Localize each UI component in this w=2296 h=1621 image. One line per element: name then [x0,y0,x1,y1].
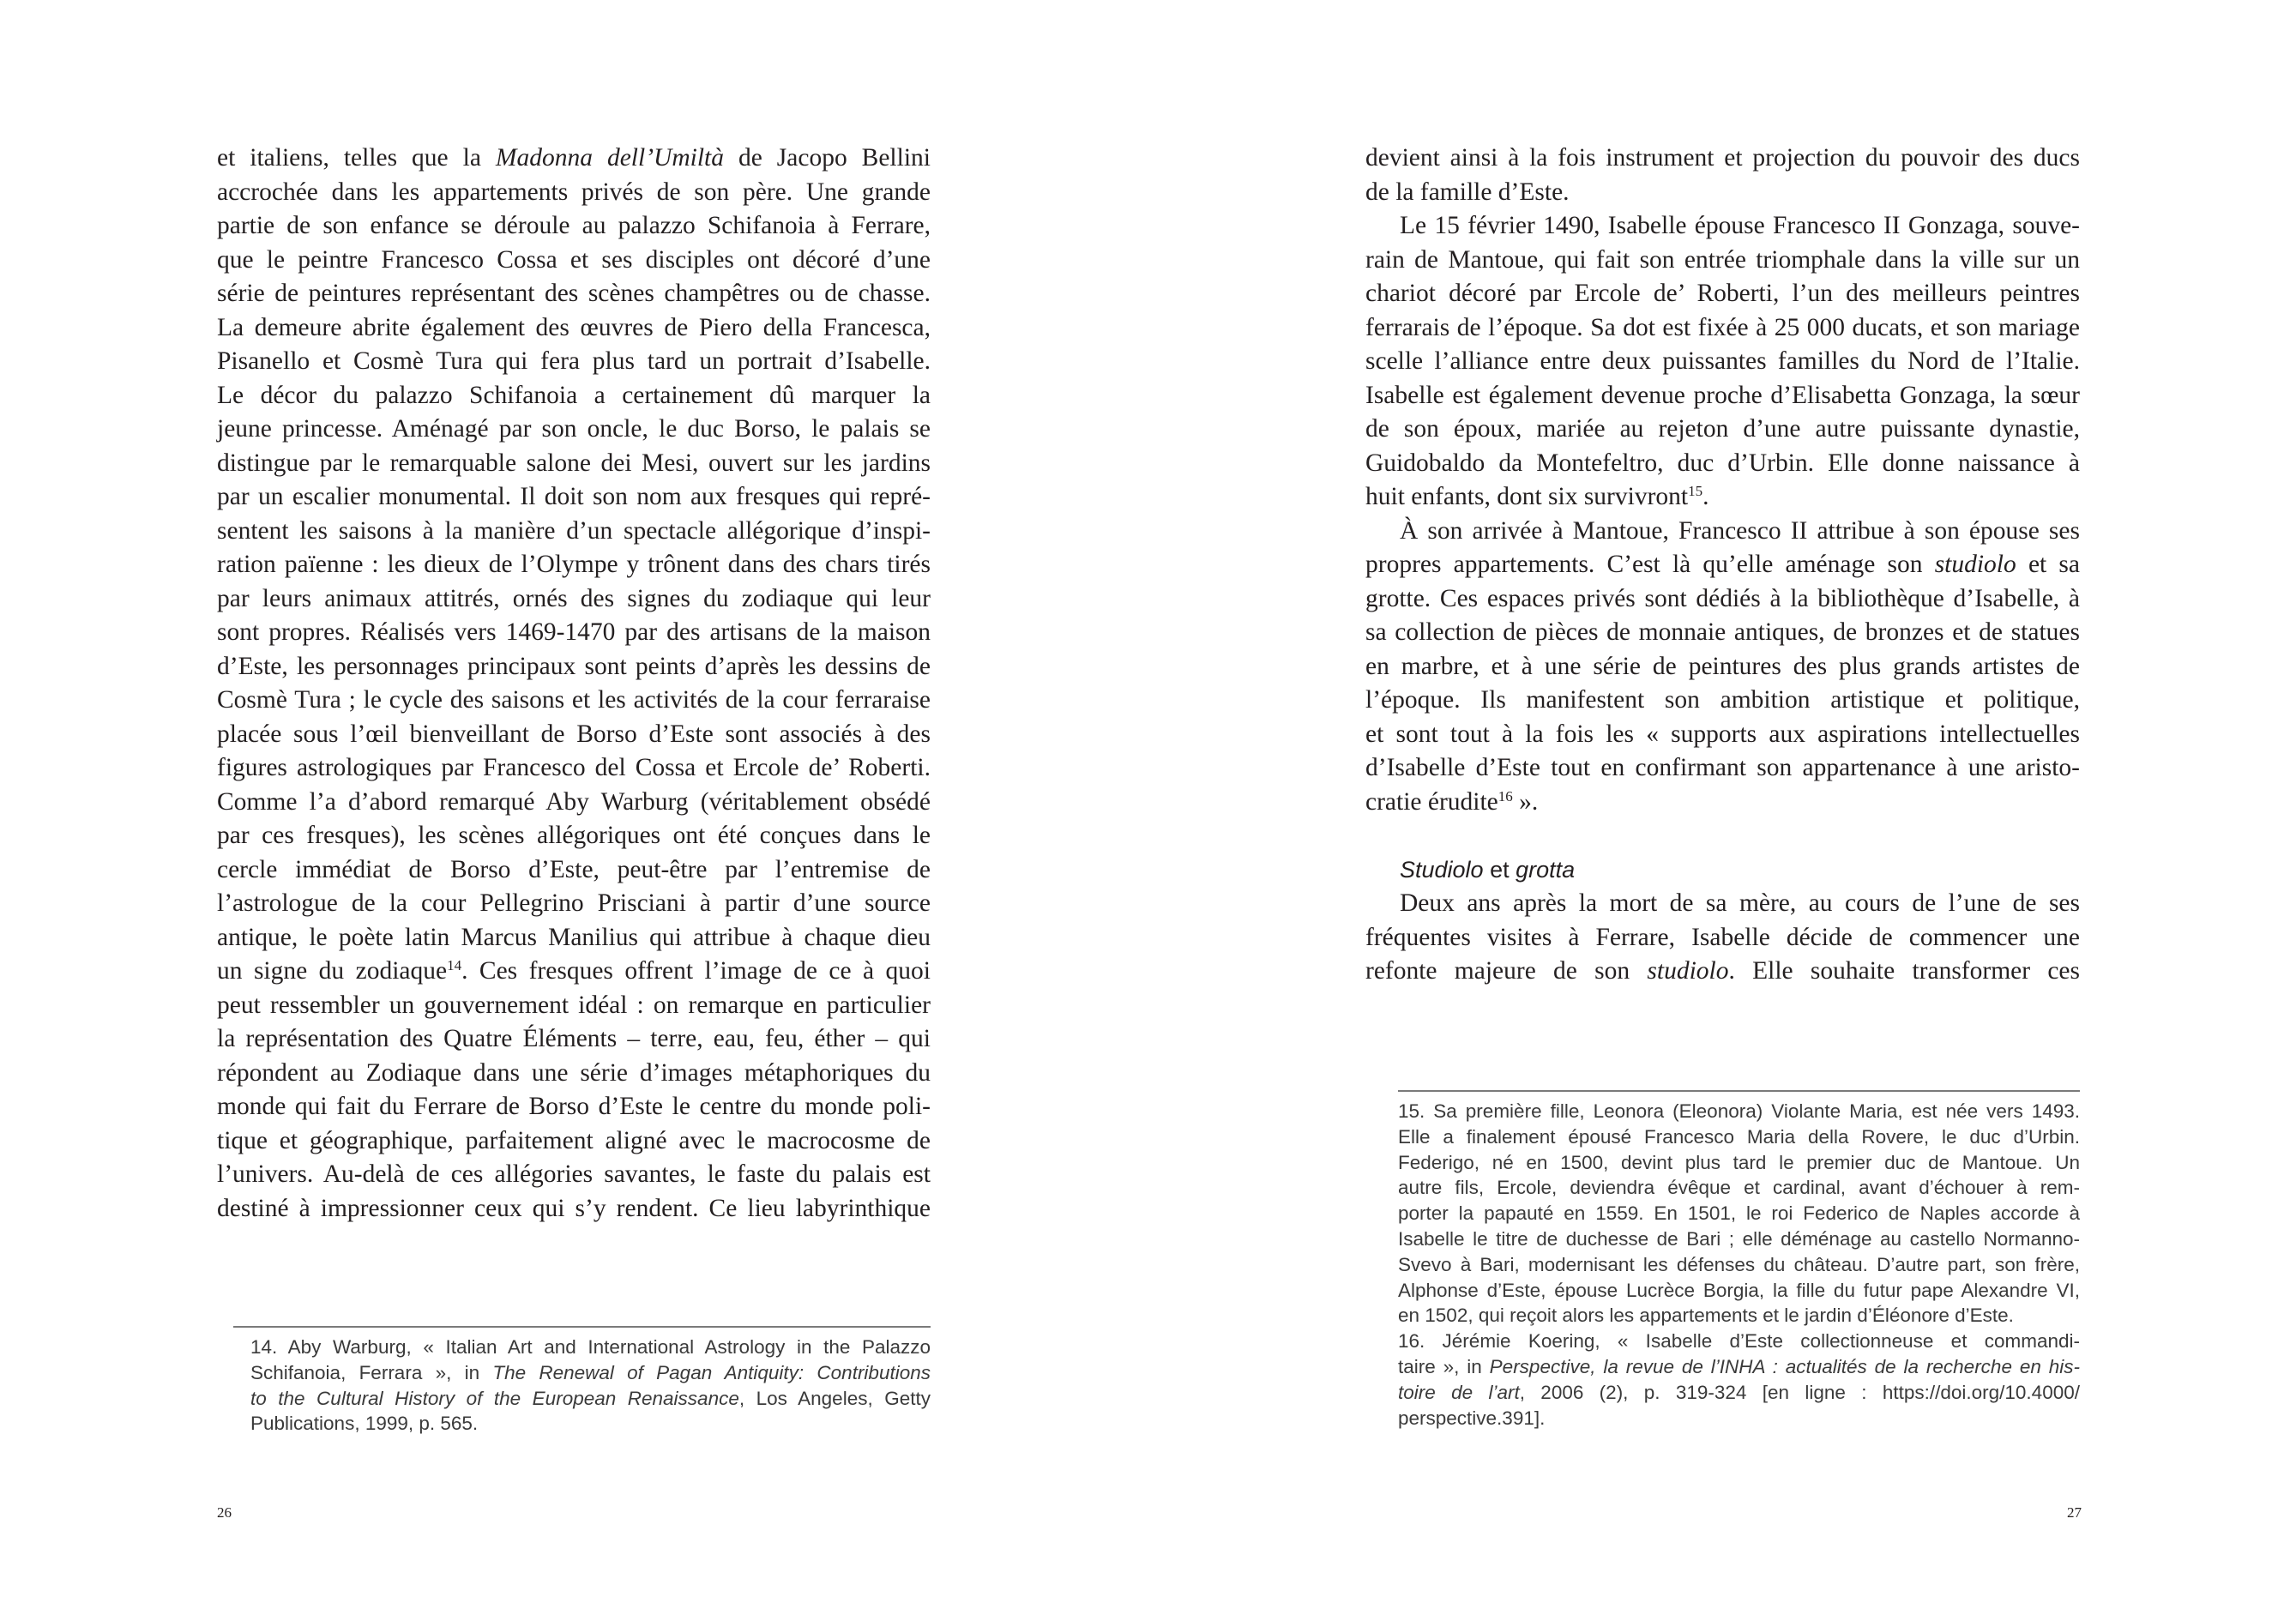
footnote-line: autre fils, Ercole, deviendra évêque et cardinal, avant d’échouer à rem- [1398,1177,2080,1199]
text-line: que le peintre Francesco Cossa et ses disciples ont décoré d’une [217,245,931,274]
text-line: Cosmè Tura ; le cycle des saisons et les activités de la cour ferraraise [217,686,931,714]
text-line: jeune princesse. Aménagé par son oncle, le duc Borso, le palais se [217,415,931,443]
text-line: par un escalier monumental. Il doit son nom aux fresques qui repré- [217,483,931,510]
italic-text: Madonna dell’Umiltà [495,144,724,172]
italic-text: grotta [1516,856,1576,883]
text-line: refonte majeure de son studiolo. Elle souhaite transformer ces [1365,957,2080,985]
footnote-reference[interactable]: 14 [447,957,462,973]
text-line: répondent au Zodiaque dans une série d’images métaphoriques du [217,1058,931,1087]
text-line: cratie érudite$^{16}$ ». [1365,787,1539,816]
footnote-reference[interactable]: 16 [1498,787,1513,804]
text-line: devient ainsi à la fois instrument et projection du pouvoir des ducs [1365,144,2080,172]
footnote-15 [1398,1099,2080,1329]
text-line: À son arrivée à Mantoue, Francesco II attribue à son épouse ses [1400,516,2080,545]
right-body-text [1365,142,2080,989]
text-line: huit enfants, dont six survivront$^{15}$. [1365,483,1709,510]
right-footnotes [1398,1090,2080,1431]
text-line: l’astrologue de la cour Pellegrino Prisciani à partir d’une source [217,889,931,917]
footnote-line: 15. Sa première fille, Leonora (Eleonora) Violante Maria, est née vers 1493. [1398,1100,2080,1122]
text-line: monde qui fait du Ferrare de Borso d’Este le centre du monde poli- [217,1093,931,1120]
text-line: ration païenne : les dieux de l’Olympe y trônent dans des chars tirés [217,551,931,578]
text-line: sentent les saisons à la manière d’un spectacle allégorique d’inspi- [217,516,931,545]
text-line: par ces fresques), les scènes allégoriques ont été conçues dans le [217,822,931,849]
text-line: antique, le poète latin Marcus Manilius qui attribue à chaque dieu [217,923,931,951]
footnote-line: Publications, 1999, p. 565. [250,1413,479,1435]
italic-text: to the Cultural History of the European Renaissance [250,1387,739,1409]
text-line: placée sous l’œil bienveillant de Borso d’Este sont associés à des [217,720,931,748]
text-line: ferrarais de l’époque. Sa dot est fixée à 25 000 ducats, et son mariage [1365,313,2080,341]
text-line: rain de Mantoue, qui fait son entrée triomphale dans la ville sur un [1365,245,2080,274]
footnote-line: taire », in Perspective, la revue de l’INHA : actualités de la recherche en his- [1398,1355,2080,1377]
footnote-line: 14. Aby Warburg, « Italian Art and International Astrology in the Palazzo [250,1336,931,1358]
text-line: l’époque. Ils manifestent son ambition artistique et politique, [1365,686,2080,714]
italic-text: The Renewal of Pagan Antiquity: Contributions [492,1361,931,1383]
footnote-line: toire de l’art, 2006 (2), p. 319-324 [en ligne : https://doi.org/10.4000/ [1398,1381,2080,1403]
text-line: et sont tout à la fois les « supports aux aspirations intellectuelles [1365,720,2080,748]
left-body-text [217,142,931,1226]
text-line: fréquentes visites à Ferrare, Isabelle décide de commencer une [1365,923,2080,951]
paragraph [1365,515,2080,820]
text-line: sa collection de pièces de monnaie antiques, de bronzes et de statues [1365,618,2080,646]
text-line: distingue par le remarquable salone dei Mesi, ouvert sur les jardins [217,449,931,477]
footnote-line: Alphonse d’Este, épouse Lucrèce Borgia, la fille du futur pape Alexandre VI, [1398,1279,2080,1301]
text-line: la représentation des Quatre Éléments – terre, eau, feu, éther – qui [217,1025,931,1052]
text-line: un signe du zodiaque$^{14}$. Ces fresques offrent l’image de ce à quoi [217,957,931,985]
text-line: grotte. Ces espaces privés sont dédiés à la bibliothèque d’Isabelle, à [1365,584,2080,612]
footnote-separator-rule [233,1326,931,1328]
text-line: chariot décoré par Ercole de’ Roberti, l’un des meilleurs peintres [1365,280,2080,307]
italic-text: Perspective, la revue de l’INHA : actualités de la recherche en his- [1489,1355,2080,1377]
footnote-line: to the Cultural History of the European Renaissance, Los Angeles, Getty [250,1387,931,1409]
footnote-14 [250,1335,931,1437]
text-line: l’univers. Au-delà de ces allégories savantes, le faste du palais est [217,1160,931,1188]
text-line: Le décor du palazzo Schifanoia a certainement dû marquer la [217,381,931,409]
text-line: en marbre, et à une série de peintures des plus grands artistes de [1365,652,2080,680]
text-line: Guidobaldo da Montefeltro, duc d’Urbin. Elle donne naissance à [1365,449,2080,477]
text-line: Pisanello et Cosmè Tura qui fera plus tard un portrait d’Isabelle. [217,347,931,375]
text-line: série de peintures représentant des scènes champêtres ou de chasse. [217,280,931,307]
footnote-line: Isabelle le titre de duchesse de Bari ; elle déménage au castello Normanno- [1398,1227,2080,1250]
text-line: destiné à impressionner ceux qui s’y rendent. Ce lieu labyrinthique [217,1194,931,1222]
text-line: propres appartements. C’est là qu’elle aménage son studiolo et sa [1365,551,2081,578]
text-line: scelle l’alliance entre deux puissantes familles du Nord de l’Italie. [1365,347,2080,375]
text-line: d’Isabelle d’Este tout en confirmant son appartenance à une aristo- [1365,754,2080,781]
text-line: La demeure abrite également des œuvres de Piero della Francesca, [217,313,931,341]
right-page [1148,0,2296,1621]
italic-text: studiolo [1647,957,1729,985]
text-line: par leurs animaux attitrés, ornés des signes du zodiaque qui leur [217,584,931,612]
text-line: tique et géographique, parfaitement aligné avec le macrocosme de [217,1126,931,1154]
text-line: et italiens, telles que la Madonna dell’Umiltà de Jacopo Bellini [217,144,931,172]
text-line: peut ressembler un gouvernement idéal : on remarque en particulier [217,991,931,1019]
footnote-line: Elle a finalement épousé Francesco Maria della Rovere, le duc d’Urbin. [1398,1125,2080,1148]
footnote-line: en 1502, qui reçoit alors les appartements et le jardin d’Éléonore d’Este. [1398,1305,2014,1327]
footnote-line: Svevo à Bari, modernisant les défenses du château. D’autre part, son frère, [1398,1253,2080,1275]
footnote-reference[interactable]: 15 [1688,483,1703,499]
text-line: Isabelle est également devenue proche d’Elisabetta Gonzaga, la sœur [1365,381,2080,409]
paragraph [1365,209,2080,515]
paragraph [1365,887,2080,989]
footnote-separator-rule [1398,1090,2080,1092]
footnote-16 [1398,1329,2080,1431]
italic-text: Studiolo [1400,856,1484,883]
text-line: d’Este, les personnages principaux sont peints d’après les dessins de [217,652,931,680]
italic-text: studiolo [1934,551,2016,578]
footnote-line: perspective.391]. [1398,1407,1546,1429]
page-number: 26 [217,1504,232,1521]
text-line: Comme l’a d’abord remarqué Aby Warburg (véritablement obsédé [217,787,931,816]
text-line: Le 15 février 1490, Isabelle épouse Francesco II Gonzaga, souve- [1400,212,2080,239]
text-line: de la famille d’Este. [1365,178,1570,206]
paragraph [217,142,931,1226]
left-footnotes [233,1326,931,1437]
footnote-line: Schifanoia, Ferrara », in The Renewal of Pagan Antiquity: Contributions [250,1361,931,1383]
italic-text: toire de l’art [1398,1381,1520,1403]
footnote-line: 16. Jérémie Koering, « Isabelle d’Este collectionneuse et commandi- [1398,1330,2080,1353]
text-line: Deux ans après la mort de sa mère, au cours de l’une de ses [1400,889,2080,917]
text-line: cercle immédiat de Borso d’Este, peut-être par l’entremise de [217,855,931,883]
section-heading: Studiolo et grotta [1400,856,1576,883]
text-line: accrochée dans les appartements privés de son père. Une grande [217,178,931,206]
page-number: 27 [2067,1504,2082,1521]
paragraph [1365,142,2080,209]
footnote-line: Federigo, né en 1500, devint plus tard le premier duc de Mantoue. Un [1398,1151,2080,1173]
text-line: de son époux, mariée au rejeton d’une autre puissante dynastie, [1365,415,2080,443]
text-line: sont propres. Réalisés vers 1469-1470 par des artisans de la maison [217,618,931,646]
footnote-line: porter la papauté en 1559. En 1501, le roi Federico de Naples accorde à [1398,1202,2080,1225]
text-line: partie de son enfance se déroule au palazzo Schifanoia à Ferrare, [217,212,931,239]
text-line: figures astrologiques par Francesco del Cossa et Ercole de’ Roberti. [217,754,931,781]
